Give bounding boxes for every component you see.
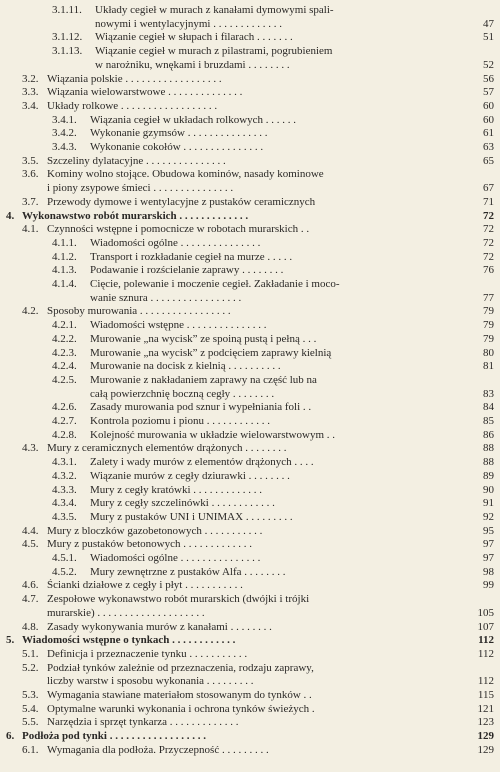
toc-number: 4.3.3. [52,483,77,496]
toc-page-number: 84 [483,401,494,414]
toc-number: 3.1.13. [52,45,83,58]
toc-entry [0,566,500,579]
toc-page-number: 92 [483,510,494,523]
toc-title: Wymagania dla podłoża. Przyczepność . . . . . . . . . [47,743,269,756]
toc-entry [0,415,500,428]
toc-number: 4.2.1. [52,319,77,332]
toc-page-number: 79 [483,332,494,345]
toc-title: Podział tynków zależnie od przeznaczenia, rodzaju zaprawy, [47,661,314,674]
toc-number: 4.5. [22,538,39,551]
toc-entry [0,525,500,538]
toc-title: Kontrola poziomu i pionu . . . . . . . . . . . . [90,415,270,427]
toc-entry [0,251,500,264]
toc-page-number: 79 [483,319,494,332]
toc-entry [0,744,500,757]
toc-title: Podawanie i rozścielanie zaprawy . . . . . . . . [90,264,284,277]
toc-entry [0,86,500,99]
toc-number: 4.5.2. [52,565,77,578]
toc-title: Wiadomości wstępne o tynkach . . . . . . . . . . . . [22,634,236,647]
toc-number: 4.3.4. [52,497,77,510]
toc-entry [0,662,500,675]
toc-number: 6. [6,730,15,743]
toc-number: 4.2.6. [52,401,77,414]
toc-number: 5.3. [22,689,39,701]
toc-number: 4.2.3. [52,346,77,359]
toc-entry [0,182,500,195]
toc-title: Wymagania stawiane materiałom stosowanym do tynków . . [47,689,312,701]
toc-number: 3.1.11. [52,4,82,16]
toc-title: Szczeliny dylatacyjne . . . . . . . . . . . . . . . [47,154,226,167]
toc-number: 4.4. [22,524,39,537]
toc-page-number: 115 [477,689,494,701]
toc-number: 3.1.12. [52,31,83,44]
toc-entry [0,141,500,154]
toc-number: 6.1. [22,743,39,756]
toc-number: 4.1.2. [52,250,77,263]
toc-page-number: 47 [483,17,494,30]
toc-entry [0,730,500,743]
toc-entry [0,59,500,72]
toc-title: Wiązanie cegieł w słupach i filarach . . . . . . . [95,31,293,44]
toc-entry [0,73,500,86]
toc-entry [0,511,500,524]
toc-entry [0,210,500,223]
toc-title: Zasady murowania pod sznur i wypełniania foli . . [90,401,312,414]
toc-number: 3.3. [22,86,39,99]
toc-page-number: 80 [483,346,494,359]
toc-number: 5.1. [22,647,39,660]
toc-entry [0,621,500,634]
toc-page-number: 57 [483,86,494,99]
toc-title: Wiadomości wstępne . . . . . . . . . . . . . . . [90,319,267,332]
toc-entry [0,237,500,250]
toc-entry [0,401,500,414]
toc-page-number: 63 [483,141,494,153]
toc-number: 4.1.4. [52,278,77,290]
toc-title: Sposoby murowania . . . . . . . . . . . . . . . . . [47,305,231,318]
toc-number: 3.7. [22,195,39,208]
toc-title: Układy rolkowe . . . . . . . . . . . . . . . . . . [47,99,218,112]
toc-number: 4.8. [22,620,39,633]
toc-title: Kolejność murowania w układzie wielowarstwowym . . [90,428,335,441]
toc-number: 5.2. [22,661,39,674]
toc-number: 4.2.7. [52,415,77,427]
toc-entry [0,703,500,716]
toc-title: Mury z cegły szczelinówki . . . . . . . . . . . . [90,497,275,510]
toc-number: 3.4. [22,99,39,112]
toc-entry [0,579,500,592]
toc-number: 4.7. [22,593,39,606]
toc-page-number: 129 [477,730,494,743]
toc-number: 4.5.1. [52,552,77,564]
toc-number: 5.5. [22,716,39,729]
toc-number: 4.1. [22,223,39,236]
toc-title: Ścianki działowe z cegły i płyt . . . . . . . . . . . [47,579,243,592]
toc-number: 5.4. [22,702,39,715]
toc-title: liczby warstw i sposobu wykonania . . . . . . . . . [47,675,254,688]
toc-page-number: 90 [483,483,494,496]
toc-entry [0,333,500,346]
toc-page-number: 129 [477,743,494,756]
toc-entry [0,305,500,318]
toc-number: 3.4.2. [52,127,77,140]
toc-page-number: 72 [483,250,494,263]
toc-entry [0,607,500,620]
toc-page-number: 112 [477,647,494,660]
toc-page-number: 60 [483,99,494,112]
toc-title: Wiadomości ogólne . . . . . . . . . . . . . . . [90,552,261,564]
toc-entry [0,319,500,332]
toc-number: 3.4.3. [52,141,77,153]
toc-title: Wiązanie murów z cegły dziurawki . . . . . . . . [90,469,290,482]
toc-title: Czynności wstępne i pomocnicze w robotach murarskich . . [47,223,310,236]
toc-entry [0,45,500,58]
toc-title: Murowanie „na wycisk” ze spoiną pustą i pełną . . . [90,332,317,345]
toc-title: Murowanie z nakładaniem zaprawy na część lub na [90,373,317,386]
toc-title: Murowanie na docisk z kielnią . . . . . . . . . . [90,360,281,373]
toc-number: 3.6. [22,168,39,181]
toc-entry [0,196,500,209]
toc-number: 4.1.3. [52,264,77,277]
toc-entry [0,716,500,729]
toc-title: Definicja i przeznaczenie tynku . . . . . . . . . . . [47,647,248,660]
toc-page-number: 123 [477,716,494,729]
toc-entry [0,442,500,455]
toc-number: 4.2.8. [52,428,77,441]
toc-page-number: 85 [483,415,494,427]
toc-page-number: 79 [483,305,494,318]
toc-entry [0,388,500,401]
toc-title: Wykonawstwo robót murarskich . . . . . . . . . . . . . [22,209,249,222]
toc-entry [0,689,500,702]
toc-number: 4.6. [22,579,39,592]
toc-page-number: 88 [483,442,494,455]
toc-page-number: 76 [483,264,494,277]
toc-entry [0,223,500,236]
toc-number: 4.2.5. [52,373,77,386]
toc-number: 4.2. [22,305,39,318]
toc-title: Narzędzia i sprzęt tynkarza . . . . . . . . . . . . . [47,716,239,729]
toc-title: Optymalne warunki wykonania i ochrona tynków świeżych . [47,702,315,715]
toc-page-number: 61 [483,127,494,140]
toc-entry [0,552,500,565]
toc-page-number: 52 [483,58,494,71]
toc-entry [0,31,500,44]
toc-number: 4.3. [22,442,39,455]
toc-entry [0,168,500,181]
toc-entry [0,456,500,469]
toc-title: nowymi i wentylacyjnymi . . . . . . . . . . . . . [95,17,282,30]
toc-page-number: 56 [483,72,494,85]
toc-title: murarskie) . . . . . . . . . . . . . . . . . . . . [47,606,205,619]
toc-title: Wiązania cegieł w układach rolkowych . . . . . . [90,113,297,126]
toc-title: całą powierzchnię boczną cegły . . . . . . . . [90,387,275,400]
toc-entry [0,114,500,127]
toc-entry [0,100,500,113]
toc-title: Zasady wykonywania murów z kanałami . . . . . . . . [47,620,272,633]
toc-title: Mury z cegły kratówki . . . . . . . . . . . . . [90,483,262,496]
toc-page-number: 67 [483,182,494,195]
toc-page-number: 88 [483,456,494,469]
toc-page-number: 91 [483,497,494,510]
toc-page-number: 83 [483,387,494,400]
toc-entry [0,593,500,606]
toc-title: Wiązania polskie . . . . . . . . . . . . . . . . . . [47,72,222,85]
toc-page-number: 97 [483,538,494,551]
toc-entry [0,470,500,483]
toc-number: 4.1.1. [52,236,77,249]
toc-number: 4.3.5. [52,510,77,523]
toc-entry [0,4,500,17]
toc-page-number: 107 [477,620,494,633]
toc-entry [0,675,500,688]
toc-title: w narożniku, wnękami i bruzdami . . . . . . . . [95,58,290,71]
toc-number: 4.2.2. [52,332,77,345]
toc-entry [0,360,500,373]
toc-entry [0,538,500,551]
toc-page-number: 72 [483,236,494,249]
toc-page-number: 72 [483,209,494,222]
toc-title: Mury z pustaków betonowych . . . . . . . . . . . . . [47,538,253,551]
toc-title: Transport i rozkładanie cegieł na murze . . . . . [90,250,293,263]
toc-page-number: 105 [477,606,494,619]
toc-title: Mury zewnętrzne z pustaków Alfa . . . . . . . . [90,565,286,578]
toc-title: Wiązanie cegieł w murach z pilastrami, pogrubieniem [95,45,333,58]
toc-entry [0,374,500,387]
toc-entry [0,497,500,510]
toc-title: Wiązania wielowarstwowe . . . . . . . . . . . . . . [47,86,243,99]
toc-page-number: 112 [478,634,494,647]
toc-entry [0,127,500,140]
toc-number: 4.3.1. [52,456,77,469]
toc-page-number: 72 [483,223,494,236]
toc-page-number: 71 [483,195,494,208]
toc-entry [0,347,500,360]
toc-entry [0,18,500,31]
toc-page-number: 97 [483,552,494,564]
toc-title: Mury z bloczków gazobetonowych . . . . . . . . . . . [47,524,263,537]
toc-page-number: 51 [483,31,494,44]
toc-page-number: 60 [483,113,494,126]
toc-number: 3.4.1. [52,113,77,126]
toc-number: 4.2.4. [52,360,77,373]
toc-entry [0,278,500,291]
toc-entry [0,484,500,497]
toc-number: 4. [6,209,15,222]
toc-entry [0,264,500,277]
toc-title: Mury z pustaków UNI i UNIMAX . . . . . . . . . [90,510,293,523]
toc-entry [0,648,500,661]
toc-title: Kominy wolno stojące. Obudowa kominów, nasady kominowe [47,168,324,181]
toc-title: Wykonanie gzymsów . . . . . . . . . . . . . . . [90,127,268,140]
toc-entry [0,634,500,647]
toc-page-number: 95 [483,524,494,537]
toc-title: Murowanie „na wycisk” z podcięciem zaprawy kielnią [90,346,332,359]
toc-page-number: 99 [483,579,494,592]
toc-page-number: 86 [483,428,494,441]
toc-entry [0,292,500,305]
toc-page-number: 89 [483,469,494,482]
toc-number: 4.3.2. [52,469,77,482]
toc-title: Wykonanie cokołów . . . . . . . . . . . . . . . [90,141,264,153]
toc-number: 3.5. [22,154,39,167]
toc-page-number: 65 [483,154,494,167]
toc-title: Cięcie, polewanie i moczenie cegieł. Zakładanie i moco- [90,278,340,290]
toc-title: Mury z ceramicznych elementów drążonych . . . . . . . . [47,442,287,455]
toc-page-number: 81 [483,360,494,373]
toc-title: Układy cegieł w murach z kanałami dymowymi spali- [95,4,334,16]
toc-page-number: 77 [483,291,494,304]
toc-title: wanie sznura . . . . . . . . . . . . . . . . . [90,291,242,304]
toc-title: Podłoża pod tynki . . . . . . . . . . . . . . . . . . [22,730,206,743]
toc-page-number: 112 [477,675,494,688]
toc-page-number: 98 [483,565,494,578]
toc-page-number: 121 [477,702,494,715]
toc-number: 3.2. [22,72,39,85]
toc-entry [0,155,500,168]
toc-title: Zalety i wady murów z elementów drążonych . . . . [90,456,314,469]
toc-entry [0,429,500,442]
toc-title: Zespołowe wykonawstwo robót murarskich (dwójki i trójki [47,593,310,606]
toc-title: Przewody dymowe i wentylacyjne z pustaków ceramicznych [47,195,316,208]
toc-title: i piony zsypowe śmieci . . . . . . . . . . . . . . . [47,182,234,195]
toc-title: Wiadomości ogólne . . . . . . . . . . . . . . . [90,236,261,249]
toc-number: 5. [6,634,15,647]
